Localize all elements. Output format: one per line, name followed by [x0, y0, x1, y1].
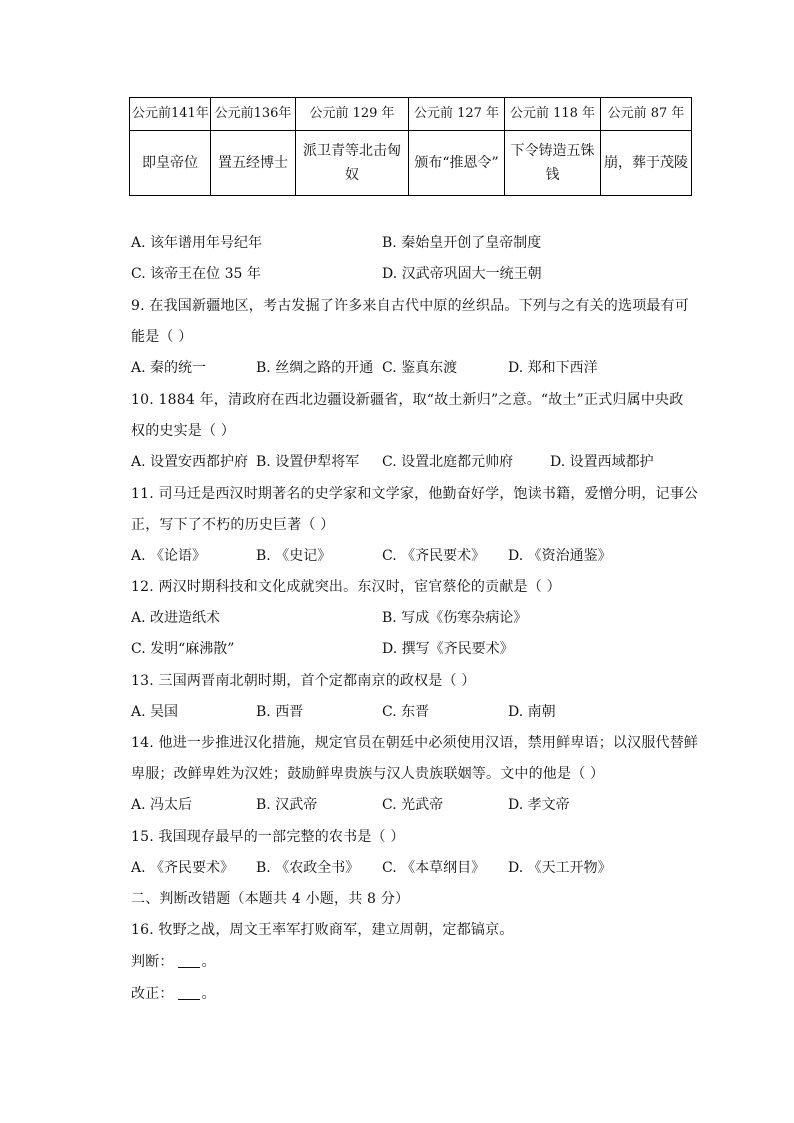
judge-answer-blank[interactable]: [178, 953, 200, 968]
q12-option-b[interactable]: B. 写成《伤寒杂病论》: [382, 610, 528, 626]
q10-stem-line2: 权的史实是（ ）: [131, 423, 236, 439]
q13-option-b[interactable]: B. 西晋: [256, 704, 304, 720]
timeline-table: [129, 97, 692, 196]
q8-option-d[interactable]: D. 汉武帝巩固大一统王朝: [382, 266, 542, 282]
q14-option-b[interactable]: B. 汉武帝: [256, 797, 318, 813]
correct-end-mark: 。: [201, 986, 216, 1002]
q16-correct-line: [131, 984, 216, 1004]
judge-end-mark: 。: [201, 954, 216, 970]
table-cell-event: 即皇帝位: [130, 131, 211, 196]
q16-stem: 16. 牧野之战，周文王率军打败商军，建立周朝，定都镐京。: [131, 922, 514, 938]
q15-stem: 15. 我国现存最早的一部完整的农书是（ ）: [131, 829, 405, 845]
table-row-events: [130, 131, 692, 196]
table-cell-event: 颁布“推恩令”: [409, 131, 505, 196]
q13-option-a[interactable]: A. 吴国: [131, 704, 179, 720]
table-cell-event: 置五经博士: [211, 131, 296, 196]
q15-option-a[interactable]: A. 《齐民要术》: [131, 860, 235, 876]
q9-option-a[interactable]: A. 秦的统一: [131, 360, 207, 376]
q8-option-a[interactable]: A. 该年谱用年号纪年: [131, 235, 263, 251]
q10-stem-line1: 10. 1884 年，清政府在西北边疆设新疆省，取“故土新归”之意。“故土”正式归属中央政: [131, 392, 684, 408]
q10-option-a[interactable]: A. 设置安西都护府: [131, 454, 249, 470]
q11-option-d[interactable]: D. 《资治通鉴》: [508, 548, 612, 564]
q11-option-c[interactable]: C. 《齐民要术》: [382, 548, 486, 564]
q16-judge-line: [131, 952, 216, 972]
q9-stem-line2: 能是（ ）: [131, 329, 193, 345]
table-cell-year: 公元前 127 年: [409, 98, 505, 131]
q13-option-c[interactable]: C. 东晋: [382, 704, 430, 720]
section-heading: 二、判断改错题（本题共 4 小题，共 8 分）: [131, 891, 410, 907]
q10-option-d[interactable]: D. 设置西域都护: [550, 454, 654, 470]
q14-option-a[interactable]: A. 冯太后: [131, 797, 193, 813]
q15-option-c[interactable]: C. 《本草纲目》: [382, 860, 486, 876]
q10-option-c[interactable]: C. 设置北庭都元帅府: [382, 454, 514, 470]
table-cell-event: 派卫青等北击匈奴: [296, 131, 409, 196]
q11-option-b[interactable]: B. 《史记》: [256, 548, 332, 564]
q14-stem-line1: 14. 他进一步推进汉化措施，规定官员在朝廷中必须使用汉语，禁用鲜卑语；以汉服代替鲜: [131, 735, 699, 751]
table-cell-year: 公元前 129 年: [296, 98, 409, 131]
q12-option-a[interactable]: A. 改进造纸术: [131, 610, 221, 626]
table-cell-year: 公元前 118 年: [505, 98, 601, 131]
q10-option-b[interactable]: B. 设置伊犁将军: [256, 454, 360, 470]
q12-option-d[interactable]: D. 撰写《齐民要术》: [382, 641, 514, 657]
q14-option-c[interactable]: C. 光武帝: [382, 797, 444, 813]
q11-stem-line2: 正，写下了不朽的历史巨著（ ）: [131, 517, 335, 533]
q8-option-c[interactable]: C. 该帝王在位 35 年: [131, 266, 261, 282]
q12-option-c[interactable]: C. 发明“麻沸散”: [131, 641, 235, 657]
q15-option-d[interactable]: D. 《天工开物》: [508, 860, 612, 876]
q13-stem: 13. 三国两晋南北朝时期，首个定都南京的政权是（ ）: [131, 673, 476, 689]
q14-option-d[interactable]: D. 孝文帝: [508, 797, 570, 813]
q9-option-c[interactable]: C. 鉴真东渡: [382, 360, 458, 376]
q9-option-b[interactable]: B. 丝绸之路的开通: [256, 360, 374, 376]
q15-option-b[interactable]: B. 《农政全书》: [256, 860, 360, 876]
q11-option-a[interactable]: A. 《论语》: [131, 548, 207, 564]
table-cell-year: 公元前141年: [130, 98, 211, 131]
table-cell-year: 公元前 87 年: [601, 98, 692, 131]
q14-stem-line2: 卑服；改鲜卑姓为汉姓；鼓励鲜卑贵族与汉人贵族联姻等。文中的他是（ ）: [131, 766, 605, 782]
q9-option-d[interactable]: D. 郑和下西洋: [508, 360, 598, 376]
q8-option-b[interactable]: B. 秦始皇开创了皇帝制度: [382, 235, 542, 251]
q13-option-d[interactable]: D. 南朝: [508, 704, 556, 720]
judge-label: 判断：: [131, 954, 174, 970]
q9-stem-line1: 9. 在我国新疆地区，考古发掘了许多来自古代中原的丝织品。下列与之有关的选项最有可: [131, 298, 690, 314]
table-cell-event: 下令铸造五铢钱: [505, 131, 601, 196]
table-row-years: [130, 98, 692, 131]
q12-stem: 12. 两汉时期科技和文化成就突出。东汉时，宦官蔡伦的贡献是（ ）: [131, 579, 561, 595]
correct-answer-blank[interactable]: [178, 985, 200, 1000]
table-cell-event: 崩，葬于茂陵: [601, 131, 692, 196]
table-cell-year: 公元前136年: [211, 98, 296, 131]
correct-label: 改正：: [131, 986, 174, 1002]
q11-stem-line1: 11. 司马迁是西汉时期著名的史学家和文学家，他勤奋好学，饱读书籍，爱憎分明，记事公: [131, 486, 699, 502]
